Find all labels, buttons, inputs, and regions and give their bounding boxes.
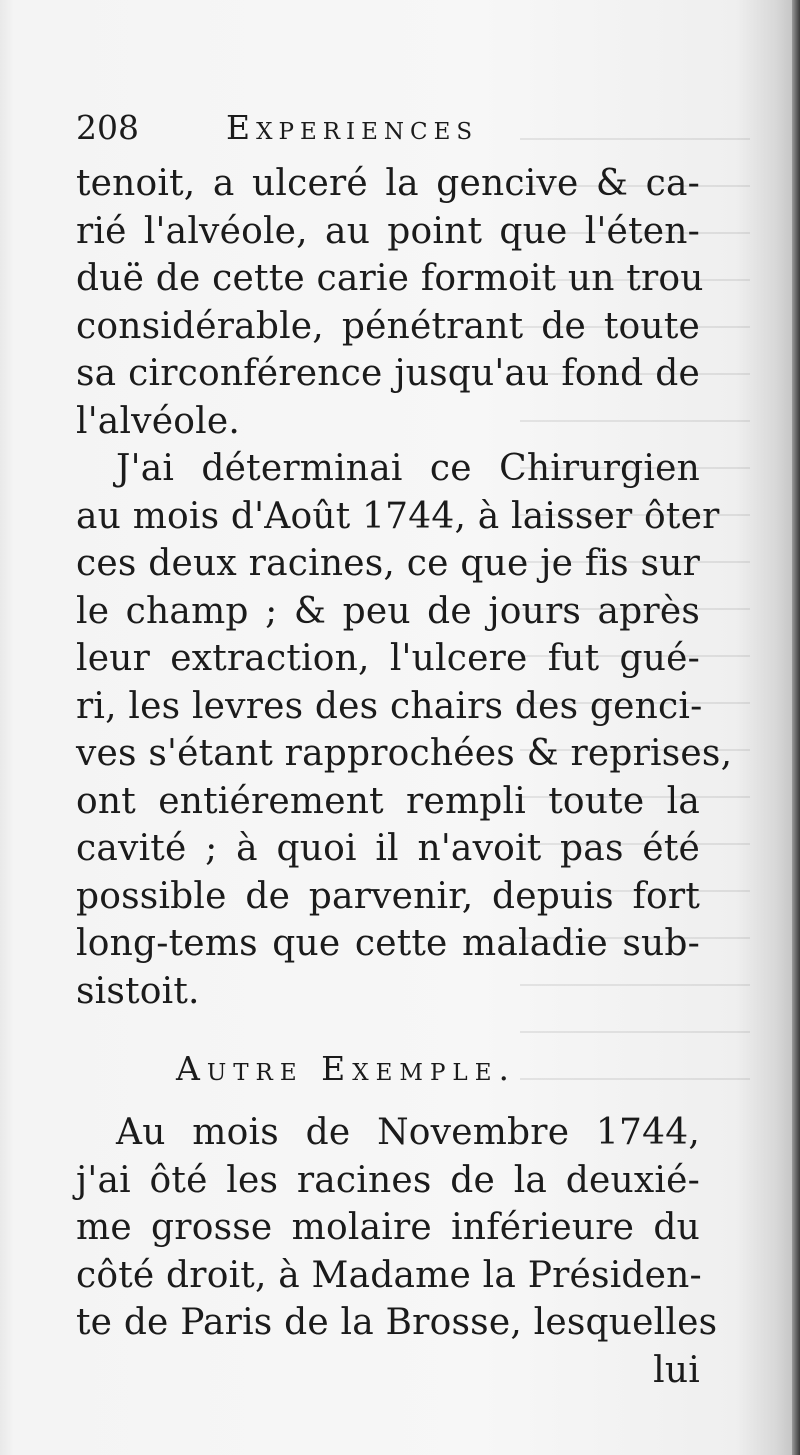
text-line: côté droit, à Madame la Présiden- <box>76 1254 702 1296</box>
text-line: possible de parvenir, depuis fort <box>76 875 700 917</box>
text-line: le champ ; & peu de jours après <box>76 590 700 632</box>
text-line: J'ai déterminai ce Chirurgien <box>116 448 700 489</box>
text-line: ri, les levres des chairs des genci- <box>76 685 703 727</box>
page-number: 208 <box>76 108 139 147</box>
text-line: au mois d'Août 1744, à laisser ôter <box>76 495 720 537</box>
text-line: ces deux racines, ce que je fis sur <box>76 543 700 584</box>
paragraph-surgeon <box>76 445 733 1015</box>
running-header <box>76 108 700 160</box>
running-title: Experiences <box>226 108 479 147</box>
section-heading: Autre Exemple. <box>176 1049 516 1088</box>
text-line: j'ai ôté les racines de la deuxié- <box>76 1159 700 1201</box>
text-line: rié l'alvéole, au point que l'éten- <box>76 210 700 252</box>
page-body <box>76 108 733 1394</box>
text-line: considérable, pénétrant de toute <box>76 305 700 347</box>
text-line: duë de cette carie formoit un trou <box>76 258 704 299</box>
paragraph-example <box>76 1109 718 1394</box>
text-line: leur extraction, l'ulcere fut gué- <box>76 638 700 679</box>
paragraph-continued <box>76 160 704 445</box>
catchword: lui <box>653 1349 700 1391</box>
text-line: cavité ; à quoi il n'avoit pas été <box>76 828 700 869</box>
text-line: sistoit. <box>76 970 200 1012</box>
text-line: me grosse molaire inférieure du <box>76 1207 700 1248</box>
text-line: ves s'étant rapprochées & reprises, <box>76 733 733 774</box>
text-line: te de Paris de la Brosse, lesquelles <box>76 1302 718 1343</box>
text-line: sa circonférence jusqu'au fond de <box>76 353 700 394</box>
text-line: l'alvéole. <box>76 400 240 442</box>
page-edge-shadow <box>792 0 800 1455</box>
text-line: long-tems que cette maladie sub- <box>76 923 700 964</box>
text-line: Au mois de Novembre 1744, <box>116 1112 700 1153</box>
text-line: tenoit, a ulceré la gencive & ca- <box>76 163 700 204</box>
text-line: ont entiérement rempli toute la <box>76 780 700 822</box>
